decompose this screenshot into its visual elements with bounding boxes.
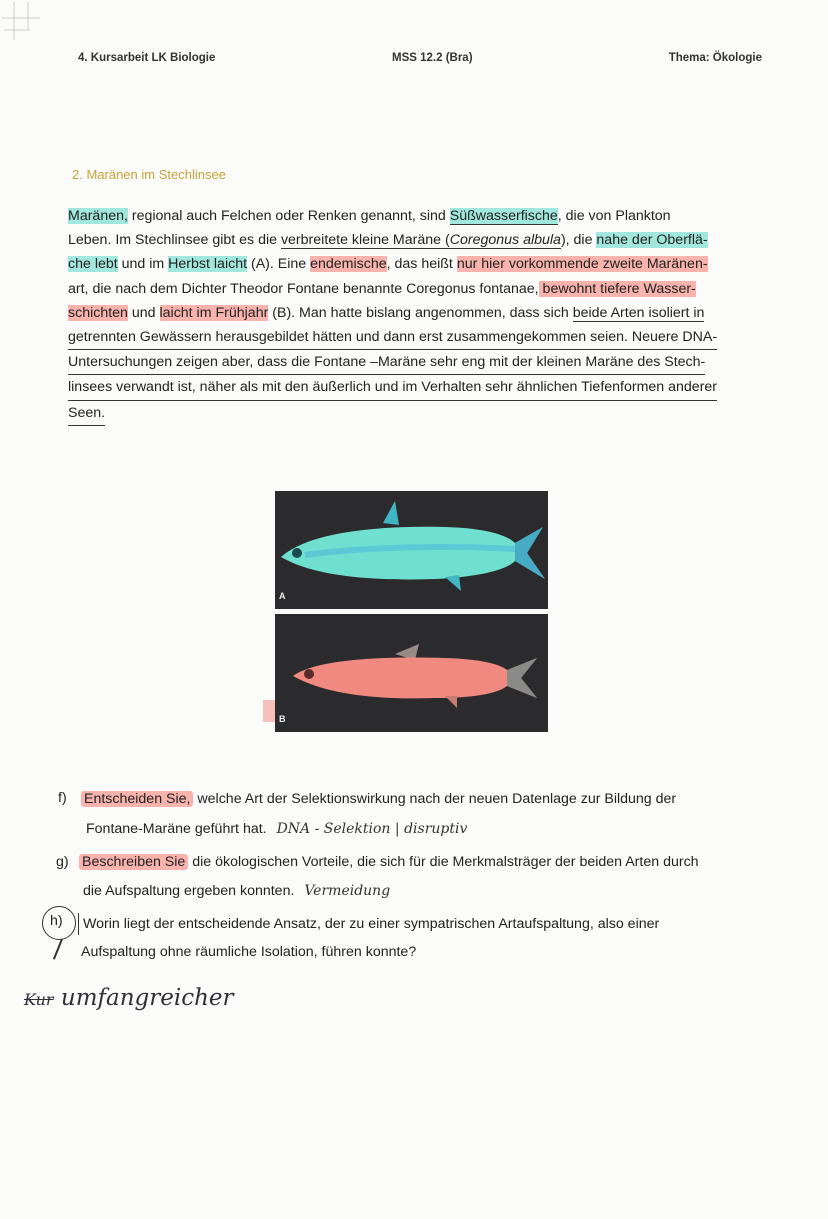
paragraph-line: getrennten Gewässern herausgebildet hätten und dann erst zusammengekommen seien. Neuere DNA-: [68, 325, 760, 350]
paragraph-line: Seen.: [68, 401, 760, 426]
highlight: Süßwasserfische: [449, 208, 558, 224]
figure-label-b: B: [279, 714, 286, 724]
section-title: 2. Maränen im Stechlinsee: [72, 167, 226, 182]
figure-label-a: A: [279, 591, 286, 601]
question-g-line2: die Aufspaltung ergeben konnten. Vermeidung: [83, 883, 391, 899]
question-h-label: h): [50, 913, 63, 929]
highlight: Entscheiden Sie,: [81, 791, 193, 807]
corner-mark-icon: [0, 0, 48, 48]
highlight: Beschreiben Sie: [79, 854, 188, 870]
paragraph-line: Untersuchungen zeigen aber, dass die Fontane –Maräne sehr eng mit der kleinen Maräne des Stech-: [68, 350, 760, 375]
highlight: schichten: [68, 304, 128, 321]
question-f-label: f): [58, 790, 67, 806]
highlight: Herbst laicht: [168, 256, 248, 273]
paragraph-line: linsees verwandt ist, näher als mit den äußerlich und im Verhalten sehr ähnlichen Tiefenformen anderer: [68, 375, 760, 400]
fish-b-icon: [275, 614, 548, 732]
text-paragraph: [68, 204, 760, 426]
fish-a-icon: [275, 491, 548, 609]
highlight: che lebt: [68, 256, 118, 273]
highlight: bewohnt tiefere Wasser-: [538, 280, 696, 297]
highlight: laicht im Frühjahr: [159, 304, 269, 321]
handwritten-note: Vermeidung: [304, 883, 391, 899]
highlight-mark: [263, 700, 275, 722]
header-course: 4. Kursarbeit LK Biologie: [78, 52, 216, 64]
highlight: endemische: [310, 256, 387, 273]
paragraph-line: Leben. Im Stechlinsee gibt es die verbreitete kleine Maräne (Coregonus albula), die nahe der Oberflä-: [68, 232, 708, 249]
paragraph-line: schichten und laicht im Frühjahr (B). Man hatte bislang angenommen, dass sich beide Arten isoliert in: [68, 304, 705, 321]
question-g: Beschreiben Sie die ökologischen Vorteile, die sich für die Merkmalsträger der beiden Arten durch: [79, 851, 699, 873]
header-class: MSS 12.2 (Bra): [392, 52, 473, 64]
paragraph-line: Maränen, regional auch Felchen oder Renken genannt, sind Süßwasserfische, die von Plankton: [68, 208, 671, 224]
question-f-line2: Fontane-Maräne geführt hat. DNA - Selektion | disruptiv: [86, 821, 468, 837]
question-f: Entscheiden Sie, welche Art der Selektionswirkung nach der neuen Datenlage zur Bildung der: [81, 788, 676, 810]
highlight: nur hier vorkommende zweite Maränen-: [456, 256, 708, 273]
highlight: art, die nach dem Dichter Theodor Fontane benannte Coregonus fontanae,: [68, 280, 539, 297]
question-h-line2: Aufspaltung ohne räumliche Isolation, führen konnte?: [81, 944, 417, 960]
paragraph-line: che lebt und im Herbst laicht (A). Eine endemische, das heißt nur hier vorkommende zweite Maränen-: [68, 256, 708, 273]
handwritten-comment: Kur umfangreicher: [24, 985, 234, 1011]
fish-image-a: [275, 491, 548, 609]
circle-mark-tail: [53, 939, 63, 960]
question-g-label: g): [56, 854, 69, 870]
header-topic: Thema: Ökologie: [668, 52, 762, 64]
highlight: nahe der Oberflä-: [596, 232, 708, 249]
question-h: Worin liegt der entscheidende Ansatz, der zu einer sympatrischen Artaufspaltung, also einer: [78, 913, 659, 935]
fish-image-b: [275, 614, 548, 732]
handwritten-note: DNA - Selektion | disruptiv: [276, 821, 468, 837]
highlight: Maränen,: [68, 208, 128, 224]
paragraph-line: [68, 277, 760, 301]
